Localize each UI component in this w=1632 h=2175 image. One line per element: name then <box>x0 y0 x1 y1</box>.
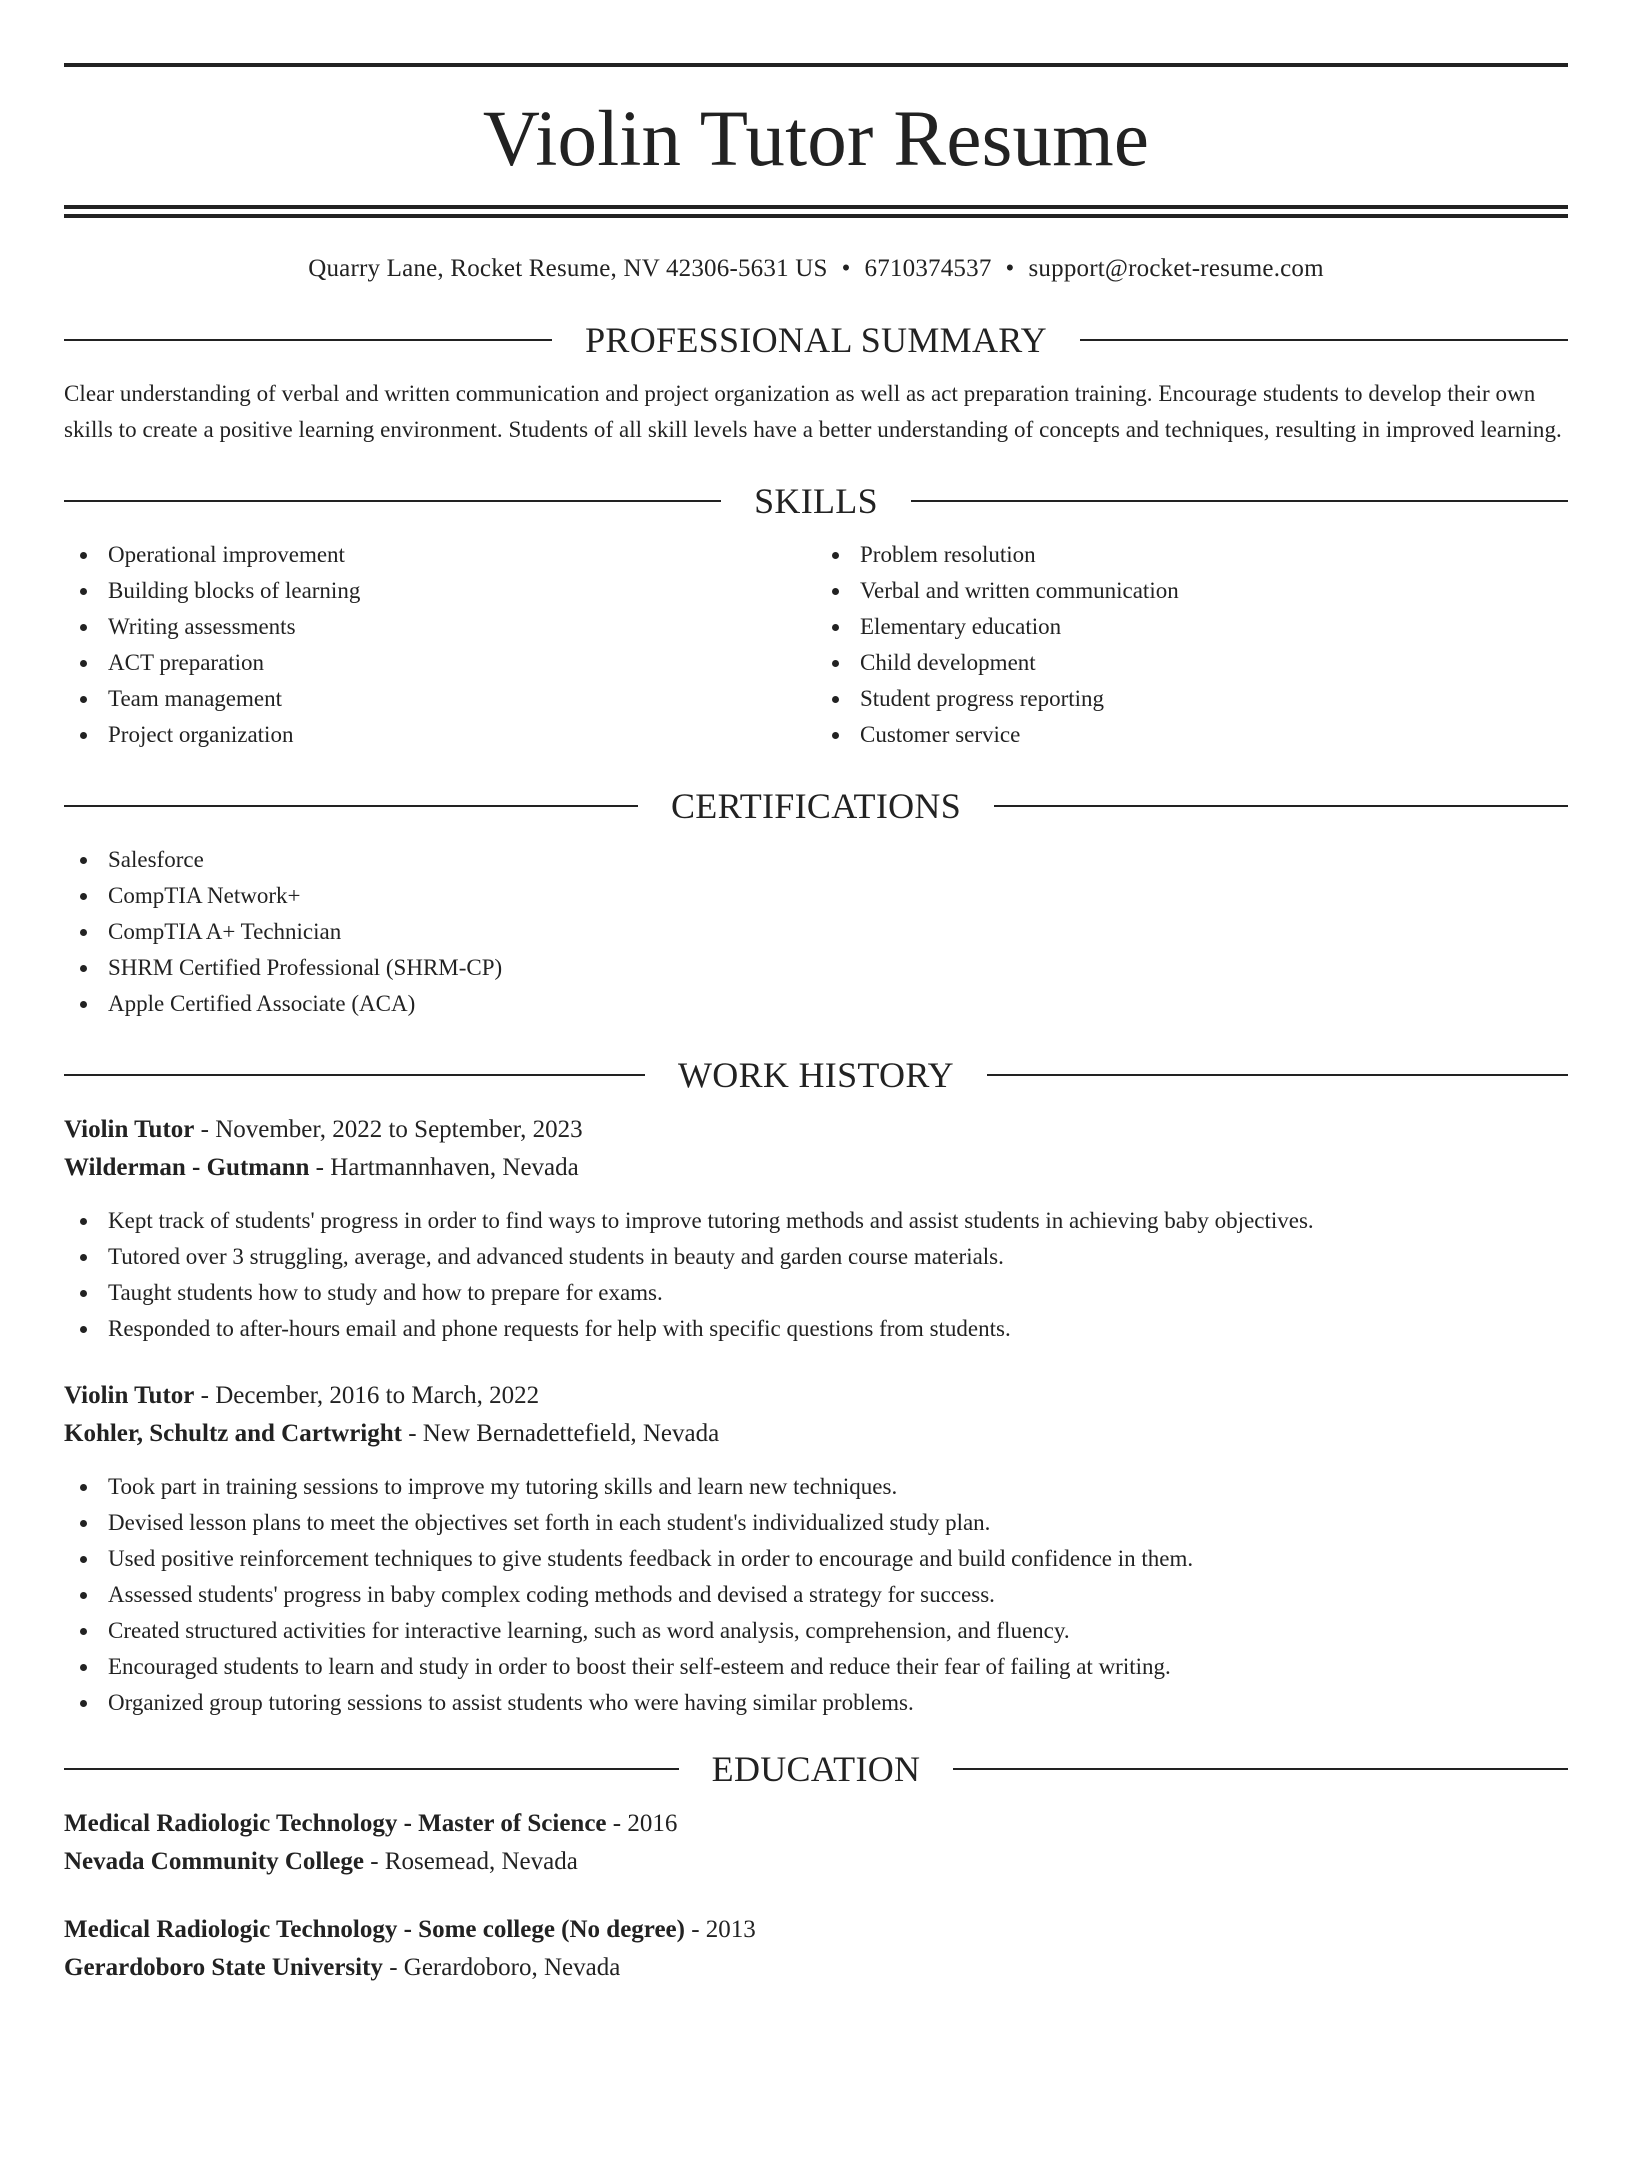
education-year: - 2016 <box>606 1810 678 1837</box>
list-item: CompTIA Network+ <box>64 878 1568 914</box>
education-year: - 2013 <box>684 1916 756 1943</box>
job-company-line <box>64 1149 1568 1187</box>
heading-rule <box>987 1074 1568 1076</box>
section-heading-label: WORK HISTORY <box>678 1055 954 1095</box>
skills-list-left <box>64 537 816 753</box>
contact-email: support@rocket-resume.com <box>1028 255 1324 282</box>
list-item: Responded to after-hours email and phone requests for help with specific questions from students. <box>64 1311 1568 1347</box>
title-double-rule <box>64 205 1568 218</box>
skills-grid <box>64 537 1568 753</box>
job-entry <box>64 1111 1568 1347</box>
list-item: Salesforce <box>64 842 1568 878</box>
education-school: Gerardoboro State University <box>64 1954 383 1981</box>
job-company: Kohler, Schultz and Cartwright <box>64 1420 402 1447</box>
job-company-line <box>64 1415 1568 1453</box>
contact-address: Quarry Lane, Rocket Resume, NV 42306-5631 US <box>308 255 828 282</box>
education-school: Nevada Community College <box>64 1848 364 1875</box>
list-item: ACT preparation <box>64 645 816 681</box>
list-item: CompTIA A+ Technician <box>64 914 1568 950</box>
certifications-list <box>64 842 1568 1022</box>
education-location: - Rosemead, Nevada <box>363 1848 578 1875</box>
list-item: Took part in training sessions to improve my tutoring skills and learn new techniques. <box>64 1469 1568 1505</box>
heading-rule <box>911 500 1568 502</box>
job-bullets <box>64 1469 1568 1721</box>
skills-list-right <box>816 537 1568 753</box>
list-item: Taught students how to study and how to prepare for exams. <box>64 1275 1568 1311</box>
job-location: - Hartmannhaven, Nevada <box>309 1154 579 1181</box>
job-company: Wilderman - Gutmann <box>64 1154 310 1181</box>
section-heading-skills <box>64 479 1568 523</box>
heading-rule <box>64 500 721 502</box>
summary-text: Clear understanding of verbal and written communication and project organization as well as act preparation training. Encourage students to develop their own skills to create a positive learning environment. Students of all skill levels have a better understanding of concepts and techniques, resulting in improved learning. <box>64 381 1562 442</box>
education-degree: Medical Radiologic Technology - Some college (No degree) <box>64 1916 685 1943</box>
job-bullets <box>64 1203 1568 1347</box>
section-heading-label: CERTIFICATIONS <box>670 786 962 826</box>
education-entry <box>64 1805 1568 1881</box>
list-item: Child development <box>816 645 1568 681</box>
section-heading-summary <box>64 318 1568 362</box>
section-heading-certifications <box>64 784 1568 828</box>
list-item: Student progress reporting <box>816 681 1568 717</box>
education-degree-line <box>64 1805 1568 1843</box>
list-item: Organized group tutoring sessions to assist students who were having similar problems. <box>64 1685 1568 1721</box>
job-entry <box>64 1377 1568 1721</box>
list-item: Elementary education <box>816 609 1568 645</box>
heading-rule <box>64 1768 679 1770</box>
education-school-line <box>64 1843 1568 1881</box>
list-item: Writing assessments <box>64 609 816 645</box>
list-item: Encouraged students to learn and study in order to boost their self-esteem and reduce their fear of failing at writing. <box>64 1649 1568 1685</box>
list-item: Project organization <box>64 717 816 753</box>
list-item: Team management <box>64 681 816 717</box>
job-title: Violin Tutor <box>64 1116 195 1143</box>
contact-separator: • <box>841 255 851 282</box>
list-item: Operational improvement <box>64 537 816 573</box>
education-degree: Medical Radiologic Technology - Master of Science <box>64 1810 607 1837</box>
section-heading-label: SKILLS <box>754 481 878 521</box>
heading-rule <box>64 1074 645 1076</box>
contact-line <box>64 253 1568 285</box>
list-item: Used positive reinforcement techniques to give students feedback in order to encourage and build confidence in them. <box>64 1541 1568 1577</box>
heading-rule <box>64 805 638 807</box>
list-item: Assessed students' progress in baby complex coding methods and devised a strategy for success. <box>64 1577 1568 1613</box>
job-location: - New Bernadettefield, Nevada <box>401 1420 720 1447</box>
contact-separator: • <box>1005 255 1015 282</box>
resume-page <box>0 63 1632 2175</box>
job-dates: - December, 2016 to March, 2022 <box>194 1382 540 1409</box>
section-heading-label: PROFESSIONAL SUMMARY <box>585 320 1047 360</box>
list-item: Customer service <box>816 717 1568 753</box>
page-title: Violin Tutor Resume <box>482 96 1150 183</box>
list-item: SHRM Certified Professional (SHRM-CP) <box>64 950 1568 986</box>
job-title-line <box>64 1111 1568 1149</box>
education-location: - Gerardoboro, Nevada <box>382 1954 621 1981</box>
list-item: Apple Certified Associate (ACA) <box>64 986 1568 1022</box>
section-heading-work-history <box>64 1053 1568 1097</box>
job-title-line <box>64 1377 1568 1415</box>
list-item: Devised lesson plans to meet the objectives set forth in each student's individualized study plan. <box>64 1505 1568 1541</box>
list-item: Building blocks of learning <box>64 573 816 609</box>
heading-rule <box>64 339 552 341</box>
job-title: Violin Tutor <box>64 1382 195 1409</box>
list-item: Kept track of students' progress in order to find ways to improve tutoring methods and assist students in achieving baby objectives. <box>64 1203 1568 1239</box>
education-degree-line <box>64 1911 1568 1949</box>
education-school-line <box>64 1949 1568 1987</box>
list-item: Created structured activities for interactive learning, such as word analysis, comprehension, and fluency. <box>64 1613 1568 1649</box>
contact-phone: 6710374537 <box>864 255 992 282</box>
heading-rule <box>994 805 1568 807</box>
section-heading-label: EDUCATION <box>711 1749 921 1789</box>
list-item: Verbal and written communication <box>816 573 1568 609</box>
job-dates: - November, 2022 to September, 2023 <box>194 1116 583 1143</box>
section-heading-education <box>64 1747 1568 1791</box>
heading-rule <box>953 1768 1568 1770</box>
heading-rule <box>1080 339 1568 341</box>
list-item: Tutored over 3 struggling, average, and advanced students in beauty and garden course materials. <box>64 1239 1568 1275</box>
education-entry <box>64 1911 1568 1987</box>
list-item: Problem resolution <box>816 537 1568 573</box>
